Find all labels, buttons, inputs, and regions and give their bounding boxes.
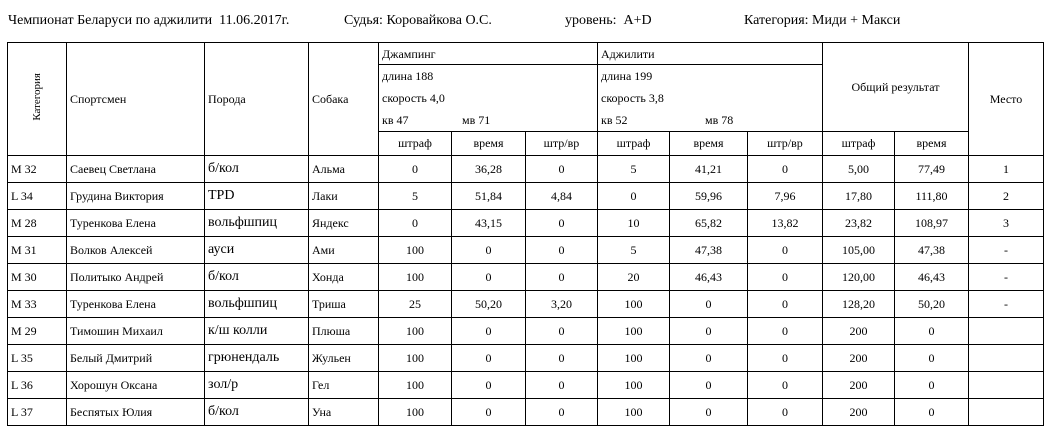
agility-pt-cell: 7,96 [748,183,823,210]
place-cell: - [969,264,1044,291]
agility-speed: скорость 3,8 [601,91,664,105]
agility-penalty-cell: 10 [598,210,670,237]
jumping-length: длина 188 [382,69,434,83]
category-cell: L 34 [8,183,67,210]
place-cell [969,372,1044,399]
breed-cell: зол/р [205,372,309,399]
agility-pt-cell: 0 [748,156,823,183]
table-row [8,291,1044,318]
athlete-cell: Саевец Светлана [67,156,205,183]
total-time-cell: 47,38 [895,237,969,264]
dog-cell: Альма [309,156,379,183]
agility-time-cell: 0 [670,291,748,318]
jumping-time-header: время [452,132,526,156]
agility-time-cell: 0 [670,399,748,426]
dog-cell: Ами [309,237,379,264]
dog-cell: Плюша [309,318,379,345]
jumping-penalty-cell: 25 [379,291,452,318]
total-penalty-cell: 128,20 [823,291,895,318]
athlete-cell: Хорошун Оксана [67,372,205,399]
agility-penalty-cell: 0 [598,183,670,210]
agility-penalty-cell: 100 [598,372,670,399]
total-penalty-cell: 17,80 [823,183,895,210]
jumping-penalty-cell: 100 [379,345,452,372]
athlete-cell: Беспятых Юлия [67,399,205,426]
jumping-penalty-cell: 100 [379,237,452,264]
table-row [8,264,1044,291]
total-time-cell: 0 [895,399,969,426]
place-cell [969,399,1044,426]
agility-time-cell: 47,38 [670,237,748,264]
judge-label: Судья: Коровайкова О.С. [344,13,492,28]
agility-length: длина 199 [601,69,653,83]
jumping-pt-cell: 0 [526,210,598,237]
total-time-cell: 108,97 [895,210,969,237]
dog-cell: Лаки [309,183,379,210]
category-cell: M 28 [8,210,67,237]
table-row [8,210,1044,237]
total-time-cell: 0 [895,372,969,399]
jumping-time-cell: 50,20 [452,291,526,318]
agility-penalty-cell: 100 [598,345,670,372]
athlete-cell: Волков Алексей [67,237,205,264]
athlete-cell: Грудина Виктория [67,183,205,210]
total-header: Общий результат [823,43,969,132]
breed-cell: ауси [205,237,309,264]
jumping-penalty-cell: 0 [379,210,452,237]
results-table [7,42,1044,426]
table-row [8,237,1044,264]
agility-header [598,43,823,132]
athlete-cell: Туренкова Елена [67,291,205,318]
total-penalty-cell: 23,82 [823,210,895,237]
agility-penalty-cell: 100 [598,318,670,345]
category-header-label: Категория [31,73,43,121]
agility-penalty-cell: 5 [598,237,670,264]
total-penalty-cell: 5,00 [823,156,895,183]
agility-kv: кв 52 [601,113,628,127]
jumping-title: Джампинг [379,43,597,65]
total-penalty-cell: 105,00 [823,237,895,264]
total-penalty-cell: 120,00 [823,264,895,291]
agility-time-header: время [670,132,748,156]
agility-time-cell: 46,43 [670,264,748,291]
agility-penalty-cell: 5 [598,156,670,183]
jumping-pt-cell: 0 [526,237,598,264]
total-penalty-cell: 200 [823,345,895,372]
jumping-penalty-cell: 0 [379,156,452,183]
place-header: Место [969,43,1044,156]
agility-penalty-cell: 20 [598,264,670,291]
jumping-pt-cell: 0 [526,345,598,372]
table-row [8,156,1044,183]
agility-pt-cell: 0 [748,399,823,426]
category-cell: M 33 [8,291,67,318]
table-row [8,318,1044,345]
agility-pt-cell: 0 [748,237,823,264]
total-penalty-cell: 200 [823,399,895,426]
table-row [8,372,1044,399]
jumping-penalty-cell: 100 [379,264,452,291]
category-label: Категория: Миди + Макси [744,13,901,28]
jumping-penalty-cell: 100 [379,399,452,426]
total-time-cell: 111,80 [895,183,969,210]
competition-title: Чемпионат Беларуси по аджилити 11.06.2017г. [8,13,290,28]
agility-pt-cell: 0 [748,318,823,345]
agility-pt-cell: 13,82 [748,210,823,237]
category-header [8,43,67,156]
breed-cell: б/кол [205,264,309,291]
total-time-cell: 77,49 [895,156,969,183]
agility-penalty-cell: 100 [598,399,670,426]
jumping-pt-cell: 0 [526,372,598,399]
place-cell: 3 [969,210,1044,237]
place-cell [969,318,1044,345]
dog-cell: Триша [309,291,379,318]
breed-cell: TPD [205,183,309,210]
agility-time-cell: 41,21 [670,156,748,183]
jumping-pt-cell: 3,20 [526,291,598,318]
breed-header: Порода [205,43,309,156]
jumping-pt-cell: 0 [526,264,598,291]
dog-cell: Гел [309,372,379,399]
agility-pt-cell: 0 [748,291,823,318]
category-cell: M 29 [8,318,67,345]
agility-pt-cell: 0 [748,372,823,399]
jumping-pt-cell: 0 [526,399,598,426]
jumping-penalty-header: штраф [379,132,452,156]
jumping-kv: кв 47 [382,113,409,127]
jumping-mv: мв 71 [462,113,491,127]
jumping-time-cell: 0 [452,318,526,345]
agility-time-cell: 0 [670,318,748,345]
category-cell: L 37 [8,399,67,426]
jumping-speed: скорость 4,0 [382,91,445,105]
athlete-cell: Туренкова Елена [67,210,205,237]
category-cell: M 30 [8,264,67,291]
total-time-header: время [895,132,969,156]
jumping-pt-cell: 4,84 [526,183,598,210]
athlete-cell: Белый Дмитрий [67,345,205,372]
jumping-time-cell: 0 [452,237,526,264]
total-time-cell: 0 [895,318,969,345]
jumping-time-cell: 0 [452,264,526,291]
jumping-penalty-cell: 100 [379,318,452,345]
jumping-time-cell: 0 [452,372,526,399]
breed-cell: вольфшпиц [205,291,309,318]
place-cell: - [969,237,1044,264]
agility-penalty-header: штраф [598,132,670,156]
total-penalty-header: штраф [823,132,895,156]
dog-cell: Уна [309,399,379,426]
category-cell: M 32 [8,156,67,183]
total-penalty-cell: 200 [823,372,895,399]
place-cell: 2 [969,183,1044,210]
dog-cell: Хонда [309,264,379,291]
place-cell: 1 [969,156,1044,183]
athlete-cell: Политыко Андрей [67,264,205,291]
breed-cell: б/кол [205,399,309,426]
dog-cell: Жульен [309,345,379,372]
total-time-cell: 46,43 [895,264,969,291]
total-penalty-cell: 200 [823,318,895,345]
total-time-cell: 50,20 [895,291,969,318]
jumping-time-cell: 36,28 [452,156,526,183]
jumping-penalty-cell: 100 [379,372,452,399]
agility-time-cell: 0 [670,372,748,399]
agility-pt-cell: 0 [748,264,823,291]
agility-time-cell: 65,82 [670,210,748,237]
breed-cell: б/кол [205,156,309,183]
dog-header: Собака [309,43,379,156]
agility-time-cell: 59,96 [670,183,748,210]
category-cell: L 35 [8,345,67,372]
dog-cell: Яндекс [309,210,379,237]
table-row [8,183,1044,210]
jumping-penalty-cell: 5 [379,183,452,210]
agility-title: Аджилити [598,43,822,65]
total-time-cell: 0 [895,345,969,372]
jumping-pt-cell: 0 [526,156,598,183]
jumping-time-cell: 51,84 [452,183,526,210]
agility-penalty-cell: 100 [598,291,670,318]
agility-time-cell: 0 [670,345,748,372]
place-cell: - [969,291,1044,318]
jumping-time-cell: 0 [452,399,526,426]
jumping-time-cell: 0 [452,345,526,372]
category-cell: L 36 [8,372,67,399]
table-row [8,399,1044,426]
category-cell: M 31 [8,237,67,264]
athlete-header: Спортсмен [67,43,205,156]
jumping-time-cell: 43,15 [452,210,526,237]
agility-pt-cell: 0 [748,345,823,372]
jumping-pt-header: штр/вр [526,132,598,156]
table-row [8,345,1044,372]
breed-cell: вольфшпиц [205,210,309,237]
jumping-pt-cell: 0 [526,318,598,345]
athlete-cell: Тимошин Михаил [67,318,205,345]
breed-cell: грюнендаль [205,345,309,372]
jumping-header [379,43,598,132]
breed-cell: к/ш колли [205,318,309,345]
agility-pt-header: штр/вр [748,132,823,156]
place-cell [969,345,1044,372]
agility-mv: мв 78 [705,113,734,127]
level-label: уровень: A+D [565,13,652,28]
